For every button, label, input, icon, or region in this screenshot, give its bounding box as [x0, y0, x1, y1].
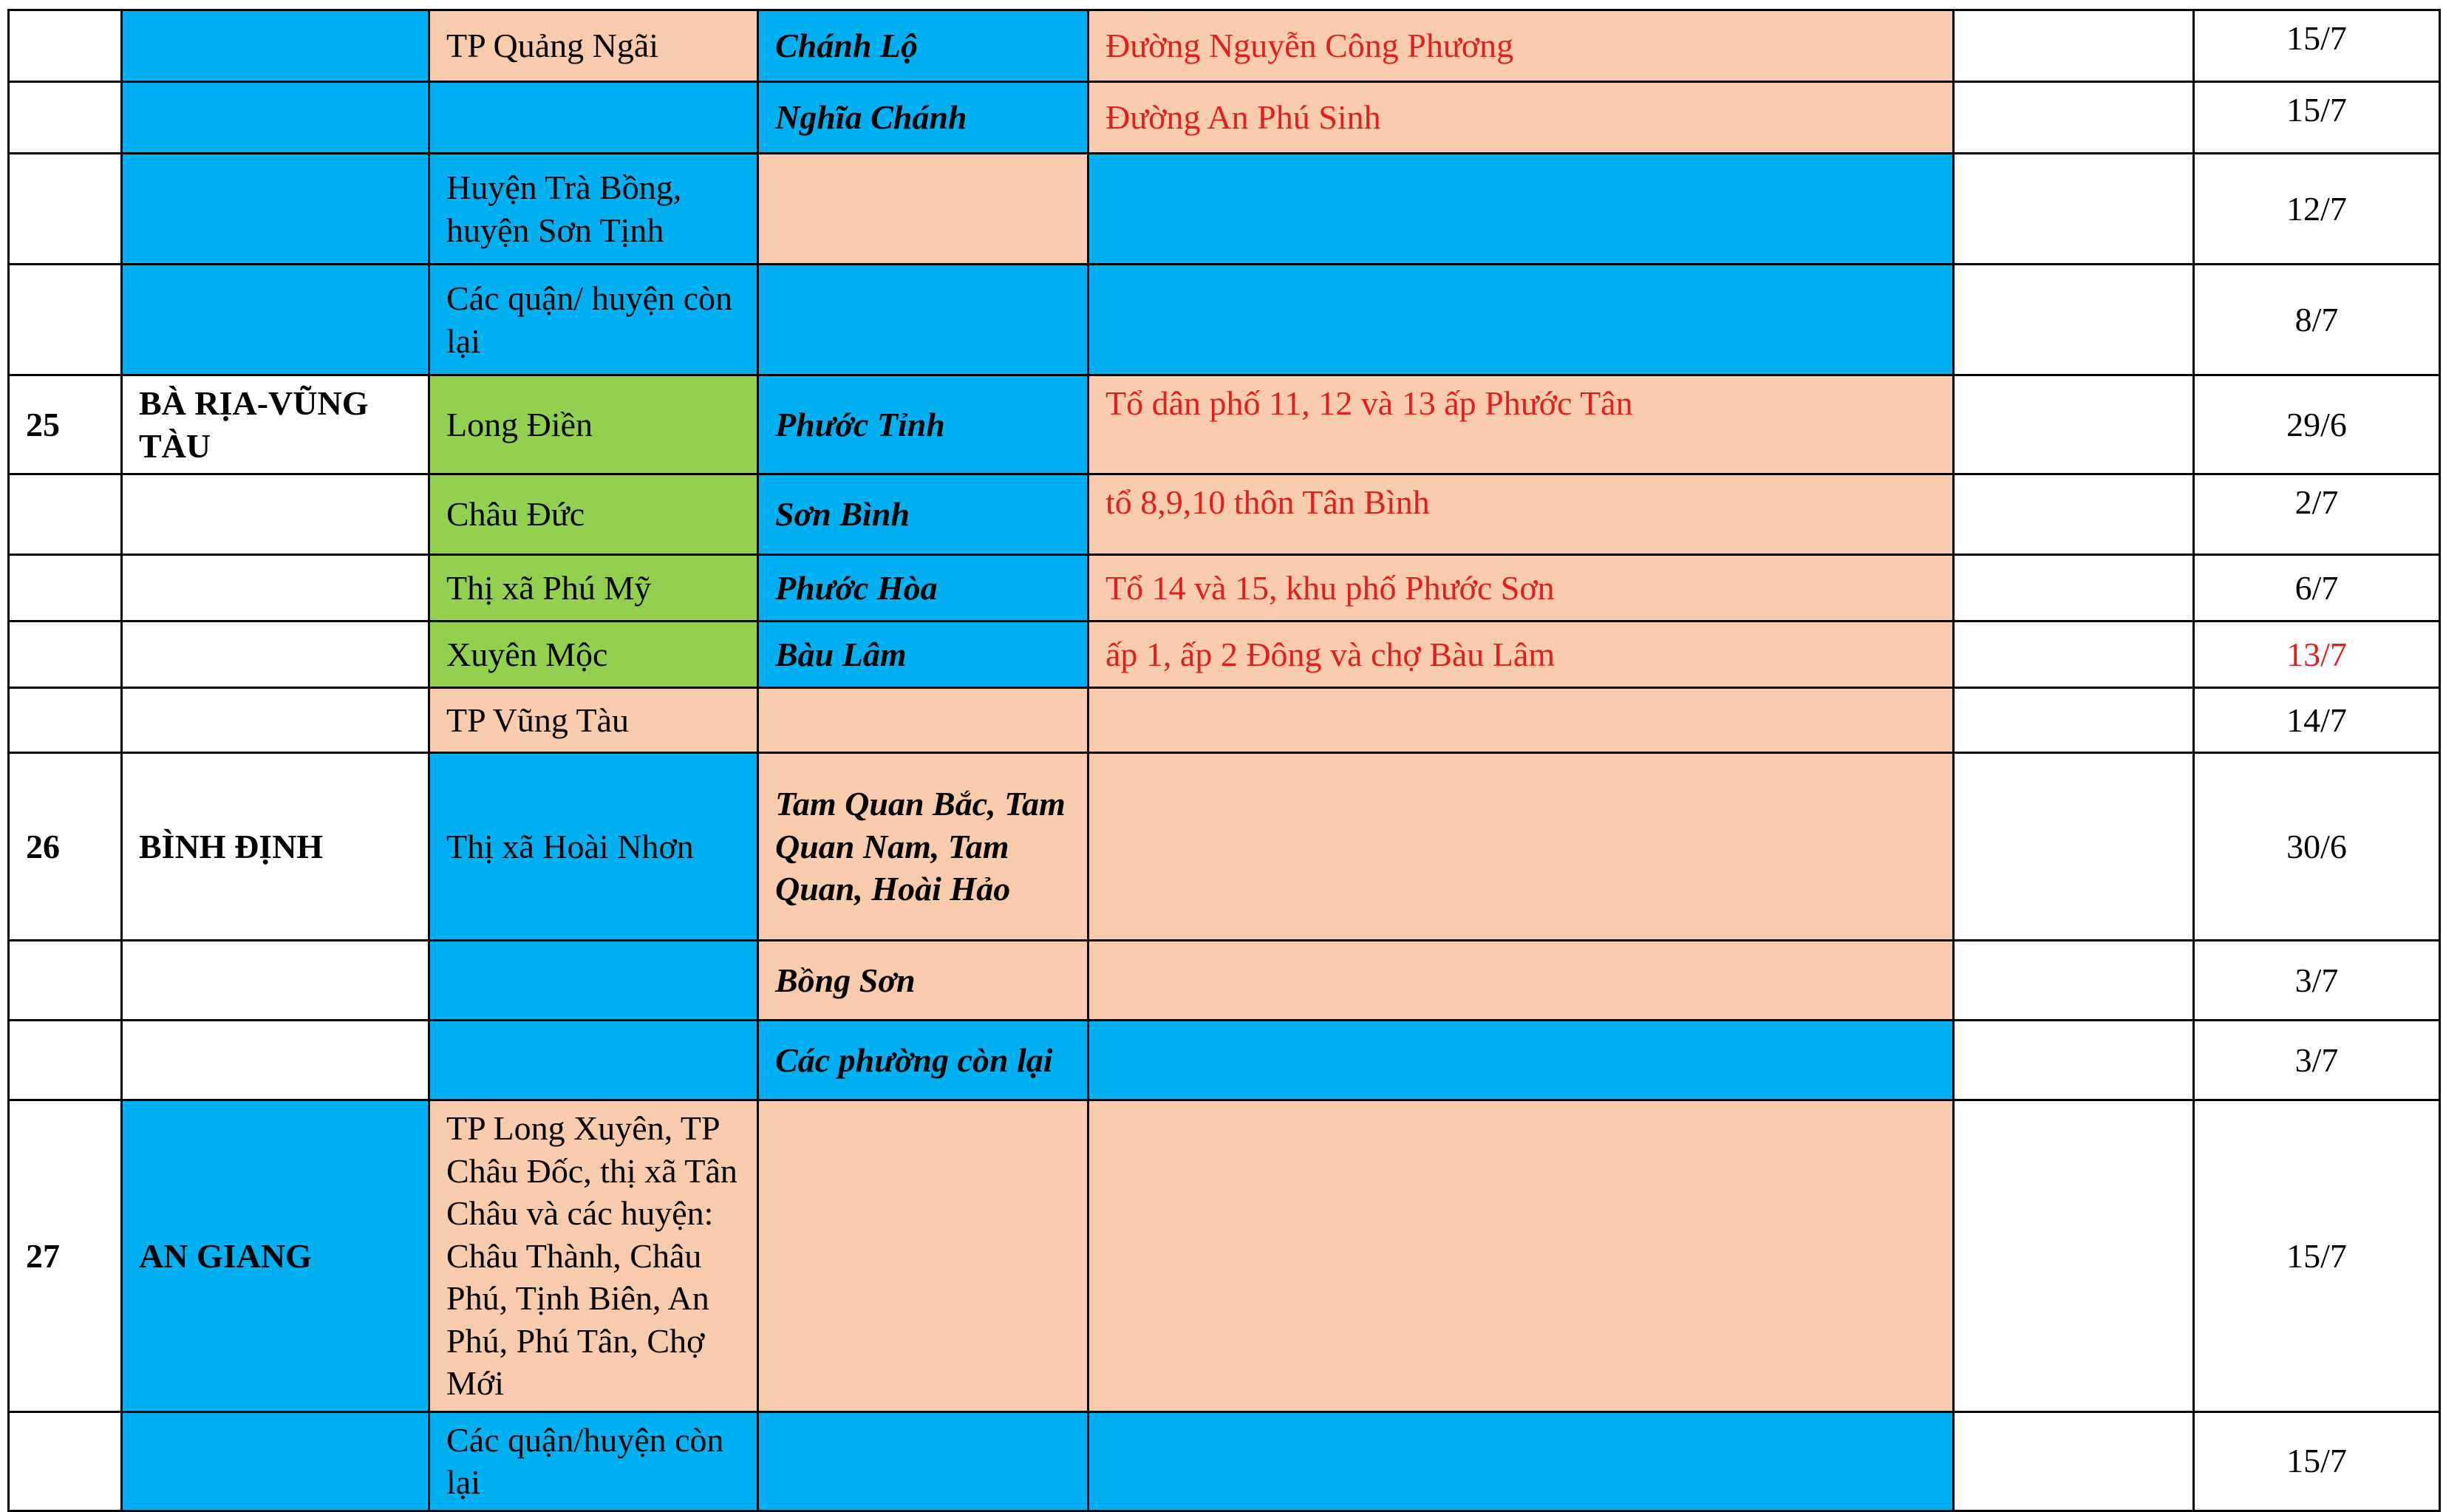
- ward-cell: Tam Quan Bắc, Tam Quan Nam, Tam Quan, Hoài Hảo: [758, 753, 1088, 941]
- table-row: [9, 265, 2440, 375]
- table-row: [9, 82, 2440, 154]
- date-cell: 2/7: [2194, 474, 2440, 555]
- empty-cell: [1954, 10, 2194, 82]
- district-cell: Thị xã Hoài Nhơn: [429, 753, 758, 941]
- row-number: [9, 10, 122, 82]
- date-cell: 13/7: [2194, 622, 2440, 688]
- area-cell: Tổ 14 và 15, khu phố Phước Sơn: [1088, 555, 1954, 622]
- empty-cell: [1954, 265, 2194, 375]
- area-cell: Đường Nguyễn Công Phương: [1088, 10, 1954, 82]
- empty-cell: [1954, 1021, 2194, 1100]
- ward-cell: [758, 688, 1088, 753]
- province-cell: [122, 622, 429, 688]
- empty-cell: [1954, 753, 2194, 941]
- empty-cell: [1954, 622, 2194, 688]
- province-cell: [122, 265, 429, 375]
- district-cell: [429, 941, 758, 1021]
- row-number: 25: [9, 375, 122, 474]
- ward-cell: Sơn Bình: [758, 474, 1088, 555]
- province-cell: [122, 154, 429, 265]
- table-row: [9, 375, 2440, 474]
- area-cell: [1088, 941, 1954, 1021]
- row-number: 26: [9, 753, 122, 941]
- area-cell: ấp 1, ấp 2 Đông và chợ Bàu Lâm: [1088, 622, 1954, 688]
- empty-cell: [1954, 1411, 2194, 1511]
- ward-cell: Bồng Sơn: [758, 941, 1088, 1021]
- province-cell: BÀ RỊA-VŨNG TÀU: [122, 375, 429, 474]
- area-cell: [1088, 1021, 1954, 1100]
- date-cell: 3/7: [2194, 1021, 2440, 1100]
- ward-cell: [758, 154, 1088, 265]
- ward-cell: Chánh Lộ: [758, 10, 1088, 82]
- empty-cell: [1954, 375, 2194, 474]
- area-cell: [1088, 154, 1954, 265]
- table-row: [9, 1411, 2440, 1511]
- district-cell: Châu Đức: [429, 474, 758, 555]
- date-cell: 8/7: [2194, 265, 2440, 375]
- date-cell: 15/7: [2194, 82, 2440, 154]
- table-row: [9, 10, 2440, 82]
- district-cell: TP Quảng Ngãi: [429, 10, 758, 82]
- province-cell: [122, 82, 429, 154]
- area-cell: [1088, 688, 1954, 753]
- date-cell: 12/7: [2194, 154, 2440, 265]
- table-row: [9, 154, 2440, 265]
- district-cell: TP Long Xuyên, TP Châu Đốc, thị xã Tân Châu và các huyện: Châu Thành, Châu Phú, Tịnh Biên, An Phú, Phú Tân, Chợ Mới: [429, 1100, 758, 1412]
- date-cell: 14/7: [2194, 688, 2440, 753]
- date-cell: 6/7: [2194, 555, 2440, 622]
- table-row: [9, 941, 2440, 1021]
- date-cell: 15/7: [2194, 1411, 2440, 1511]
- row-number: [9, 941, 122, 1021]
- ward-cell: [758, 1100, 1088, 1412]
- province-cell: [122, 1411, 429, 1511]
- ward-cell: Phước Hòa: [758, 555, 1088, 622]
- table-row: [9, 474, 2440, 555]
- area-cell: Đường An Phú Sinh: [1088, 82, 1954, 154]
- empty-cell: [1954, 474, 2194, 555]
- empty-cell: [1954, 688, 2194, 753]
- ward-cell: Nghĩa Chánh: [758, 82, 1088, 154]
- empty-cell: [1954, 82, 2194, 154]
- district-cell: Long Điền: [429, 375, 758, 474]
- empty-cell: [1954, 941, 2194, 1021]
- area-cell: [1088, 1411, 1954, 1511]
- date-cell: 15/7: [2194, 10, 2440, 82]
- row-number: 27: [9, 1100, 122, 1412]
- ward-cell: Bàu Lâm: [758, 622, 1088, 688]
- area-cell: tổ 8,9,10 thôn Tân Bình: [1088, 474, 1954, 555]
- area-cell: Tổ dân phố 11, 12 và 13 ấp Phước Tân: [1088, 375, 1954, 474]
- table-row: [9, 1100, 2440, 1412]
- district-cell: [429, 82, 758, 154]
- row-number: [9, 622, 122, 688]
- province-cell: [122, 555, 429, 622]
- table-row: [9, 688, 2440, 753]
- date-cell: 29/6: [2194, 375, 2440, 474]
- row-number: [9, 555, 122, 622]
- covid-restriction-table: [7, 9, 2441, 1512]
- province-cell: [122, 10, 429, 82]
- province-cell: [122, 1021, 429, 1100]
- area-cell: [1088, 753, 1954, 941]
- row-number: [9, 474, 122, 555]
- table-row: [9, 753, 2440, 941]
- district-cell: Xuyên Mộc: [429, 622, 758, 688]
- district-cell: Thị xã Phú Mỹ: [429, 555, 758, 622]
- table-row: [9, 555, 2440, 622]
- date-cell: 15/7: [2194, 1100, 2440, 1412]
- district-cell: TP Vũng Tàu: [429, 688, 758, 753]
- date-cell: 30/6: [2194, 753, 2440, 941]
- ward-cell: Các phường còn lại: [758, 1021, 1088, 1100]
- ward-cell: [758, 265, 1088, 375]
- row-number: [9, 82, 122, 154]
- table-row: [9, 622, 2440, 688]
- province-cell: [122, 474, 429, 555]
- area-cell: [1088, 265, 1954, 375]
- row-number: [9, 688, 122, 753]
- ward-cell: Phước Tỉnh: [758, 375, 1088, 474]
- empty-cell: [1954, 1100, 2194, 1412]
- empty-cell: [1954, 555, 2194, 622]
- district-cell: Các quận/huyện còn lại: [429, 1411, 758, 1511]
- row-number: [9, 1411, 122, 1511]
- district-cell: Huyện Trà Bồng, huyện Sơn Tịnh: [429, 154, 758, 265]
- ward-cell: [758, 1411, 1088, 1511]
- province-cell: BÌNH ĐỊNH: [122, 753, 429, 941]
- province-cell: [122, 941, 429, 1021]
- date-cell: 3/7: [2194, 941, 2440, 1021]
- area-cell: [1088, 1100, 1954, 1412]
- row-number: [9, 1021, 122, 1100]
- row-number: [9, 265, 122, 375]
- district-cell: Các quận/ huyện còn lại: [429, 265, 758, 375]
- province-cell: [122, 688, 429, 753]
- empty-cell: [1954, 154, 2194, 265]
- province-cell: AN GIANG: [122, 1100, 429, 1412]
- table-row: [9, 1021, 2440, 1100]
- district-cell: [429, 1021, 758, 1100]
- row-number: [9, 154, 122, 265]
